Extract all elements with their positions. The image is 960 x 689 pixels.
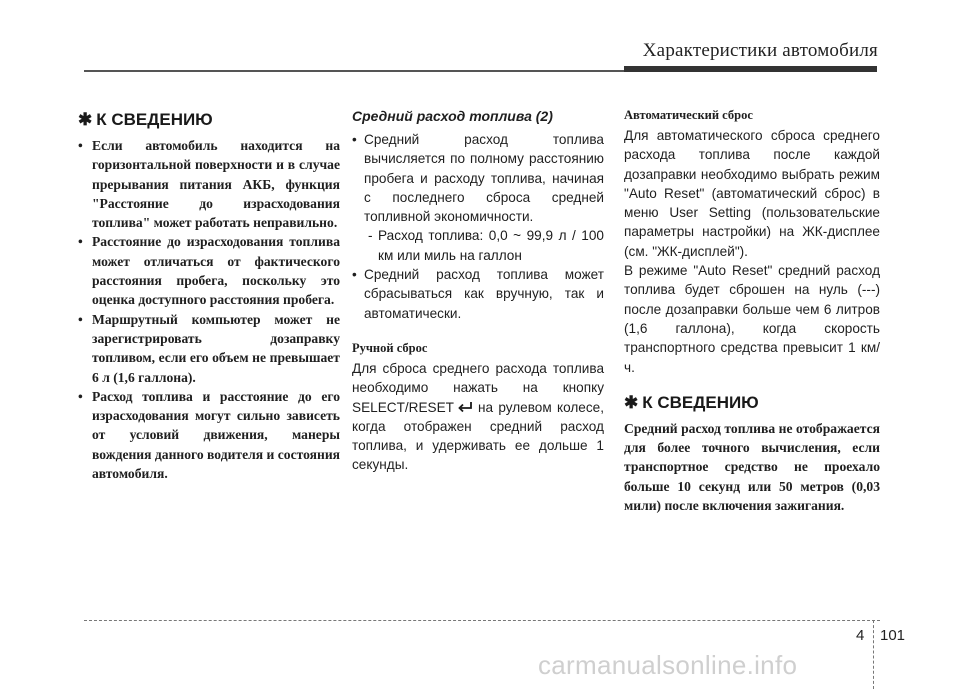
list-item: • Расстояние до израсходования топлива может отличаться от фактического расстояния пробега, поскольку это оценка доступного расстояния пробега. <box>78 232 340 309</box>
caution-heading-text: К СВЕДЕНИЮ <box>642 392 759 412</box>
column-left <box>78 108 340 483</box>
manual-reset-title: Ручной сброс <box>352 340 428 355</box>
column-middle <box>352 108 604 475</box>
caution-text: Средний расход топлива не отображается для более точного вычисления, если транспортное средство не проехало больше 10 секунд или 50 метров (0,03 мили) после включения зажигания. <box>624 420 880 514</box>
footer-vertical-divider <box>873 620 874 689</box>
asterisk-star-icon: ✱ <box>78 110 93 129</box>
manual-reset-text <box>352 359 604 475</box>
header-bar <box>624 66 877 72</box>
auto-reset-title: Автоматический сброс <box>624 108 753 122</box>
list-item: • Если автомобиль находится на горизонтальной поверхности и в случае прерывания питания АКБ, функция "Расстояние до израсходования топлива" может работать неправильно. <box>78 136 340 232</box>
caution-heading-text: К СВЕДЕНИЮ <box>96 110 213 129</box>
asterisk-star-icon: ✱ <box>624 392 639 412</box>
list-item-text: Средний расход топлива вычисляется по полному расстоянию пробега и расходу топлива, начиная с последнего сброса средней топливной экономичности. <box>364 132 604 225</box>
average-consumption-list <box>352 130 604 226</box>
list-item <box>352 130 604 226</box>
list-item: • Маршрутный компьютер может не зарегистрировать дозаправку топливом, если его объем не превышает 6 л (1,6 галлона). <box>78 310 340 387</box>
watermark: carmanualsonline.info <box>538 650 798 680</box>
enter-return-icon <box>458 401 474 413</box>
auto-reset-paragraph-2: В режиме "Auto Reset" средний расход топлива будет сброшен на нуль (---) после дозаправки больше чем 6 литров (1,6 галлона), когда скорость транспортного средства превысит 1 км/ч. <box>624 263 880 375</box>
page-number: 101 <box>880 627 906 644</box>
range-note: - Расход топлива: 0,0 ~ 99,9 л / 100 км или миль на галлон <box>368 228 604 263</box>
caution-list <box>78 136 340 483</box>
list-item: • Расход топлива и расстояние до его израсходования могут сильно зависеть от условий движения, манеры вождения данного водителя и состояния автомобиля. <box>78 387 340 483</box>
section-subtitle: Средний расход топлива (2) <box>352 108 553 124</box>
reset-list <box>352 265 604 323</box>
header-rule <box>84 70 624 72</box>
footer-divider <box>84 620 880 621</box>
list-item: • Средний расход топлива может сбрасываться как вручную, так и автоматически. <box>352 265 604 323</box>
manual-reset-text-b: на рулевом колесе, когда отображен средний расход топлива, и удерживать ее дольше 1 секунды. <box>352 399 604 473</box>
chapter-number: 4 <box>856 627 865 644</box>
caution-heading <box>78 110 340 130</box>
page-header-title: Характеристики автомобиля <box>642 40 878 61</box>
column-right <box>624 108 880 515</box>
caution-heading <box>624 393 880 413</box>
auto-reset-paragraph-1: Для автоматического сброса среднего расхода топлива после каждой дозаправки необходимо выбрать режим "Auto Reset" (автоматический сброс) в меню User Setting (пользовательские параметры настройки) на ЖК-дисплее (см. "ЖК-дисплей"). <box>624 128 880 259</box>
manual-reset-text-a: Для сброса среднего расхода топлива необходимо нажать на кнопку SELECT/RESET <box>352 360 604 415</box>
